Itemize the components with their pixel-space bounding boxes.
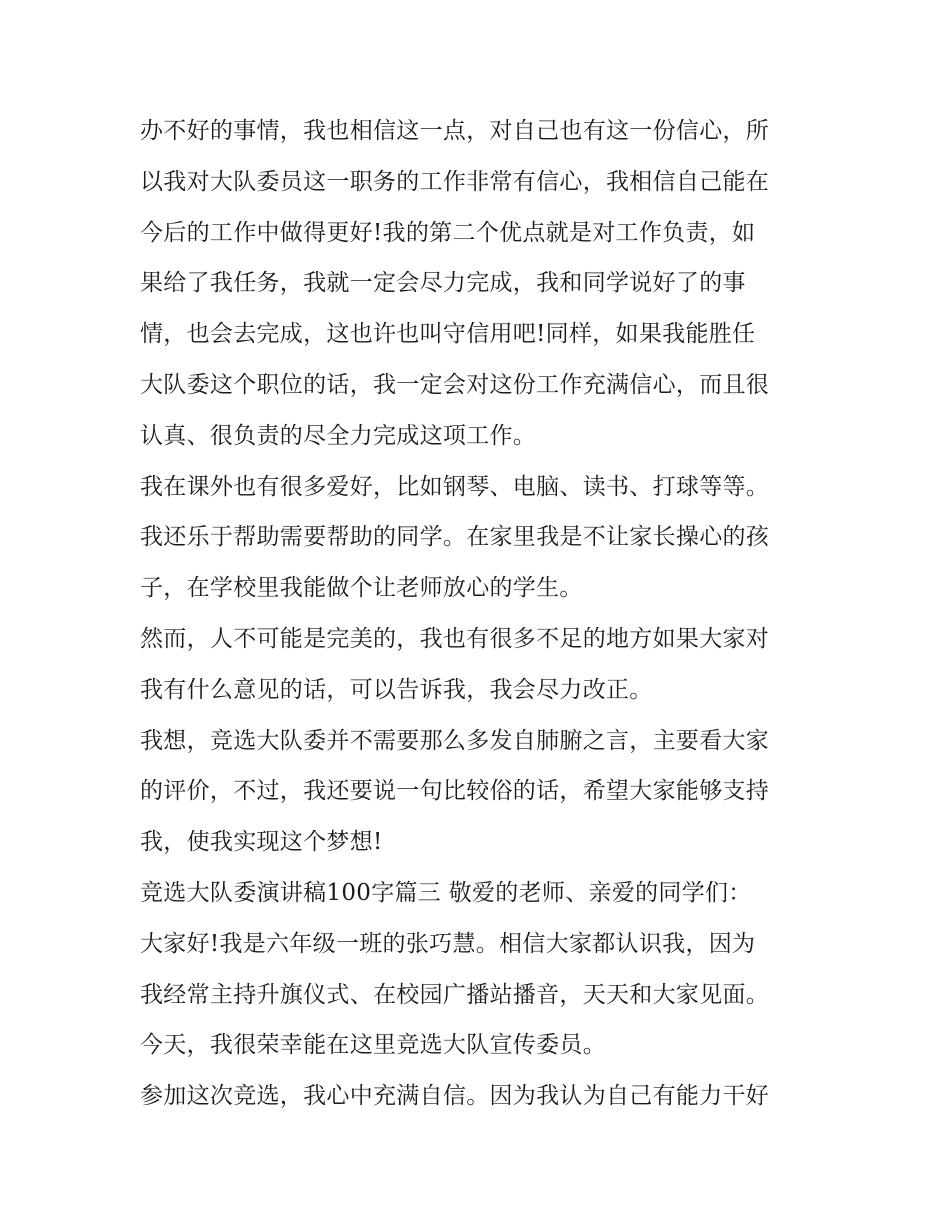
- text-line: 子，在学校里我能做个让老师放心的学生。: [140, 575, 583, 602]
- text-line: 我经常主持升旗仪式、在校园广播站播音，天天和大家见面。: [140, 981, 770, 1008]
- text-line: 我，使我实现这个梦想!: [140, 829, 383, 856]
- text-line: 果给了我任务，我就一定会尽力完成，我和同学说好了的事: [140, 270, 746, 297]
- text-line: 的评价，不过，我还要说一句比较俗的话，希望大家能够支持: [140, 778, 770, 805]
- text-line: 情，也会去完成，这也许也叫守信用吧!同样，如果我能胜任: [140, 321, 756, 348]
- text-line: 我有什么意见的话，可以告诉我，我会尽力改正。: [140, 676, 653, 703]
- text-line: 今后的工作中做得更好!我的第二个优点就是对工作负责，如: [140, 219, 756, 246]
- text-line: 大家好!我是六年级一班的张巧慧。相信大家都认识我，因为: [140, 930, 756, 957]
- text-line: 参加这次竞选，我心中充满自信。因为我认为自己有能力干好: [140, 1083, 770, 1110]
- document-body: [140, 106, 830, 1122]
- text-line: 以我对大队委员这一职务的工作非常有信心，我相信自己能在: [140, 168, 770, 195]
- text-line: 我想，竞选大队委并不需要那么多发自肺腑之言，主要看大家: [140, 727, 770, 754]
- text-line: 我在课外也有很多爱好，比如钢琴、电脑、读书、打球等等。: [140, 473, 770, 500]
- text-line: 今天，我很荣幸能在这里竞选大队宣传委员。: [140, 1032, 606, 1059]
- section-heading-line: 竞选大队委演讲稿100字篇三 敬爱的老师、亲爱的同学们：: [140, 879, 752, 906]
- text-line: 我还乐于帮助需要帮助的同学。在家里我是不让家长操心的孩: [140, 524, 770, 551]
- text-line: 认真、很负责的尽全力完成这项工作。: [140, 422, 537, 449]
- text-line: 办不好的事情，我也相信这一点，对自己也有这一份信心，所: [140, 118, 770, 144]
- text-line: 大队委这个职位的话，我一定会对这份工作充满信心，而且很: [140, 371, 770, 398]
- text-line: 然而，人不可能是完美的，我也有很多不足的地方如果大家对: [140, 625, 770, 652]
